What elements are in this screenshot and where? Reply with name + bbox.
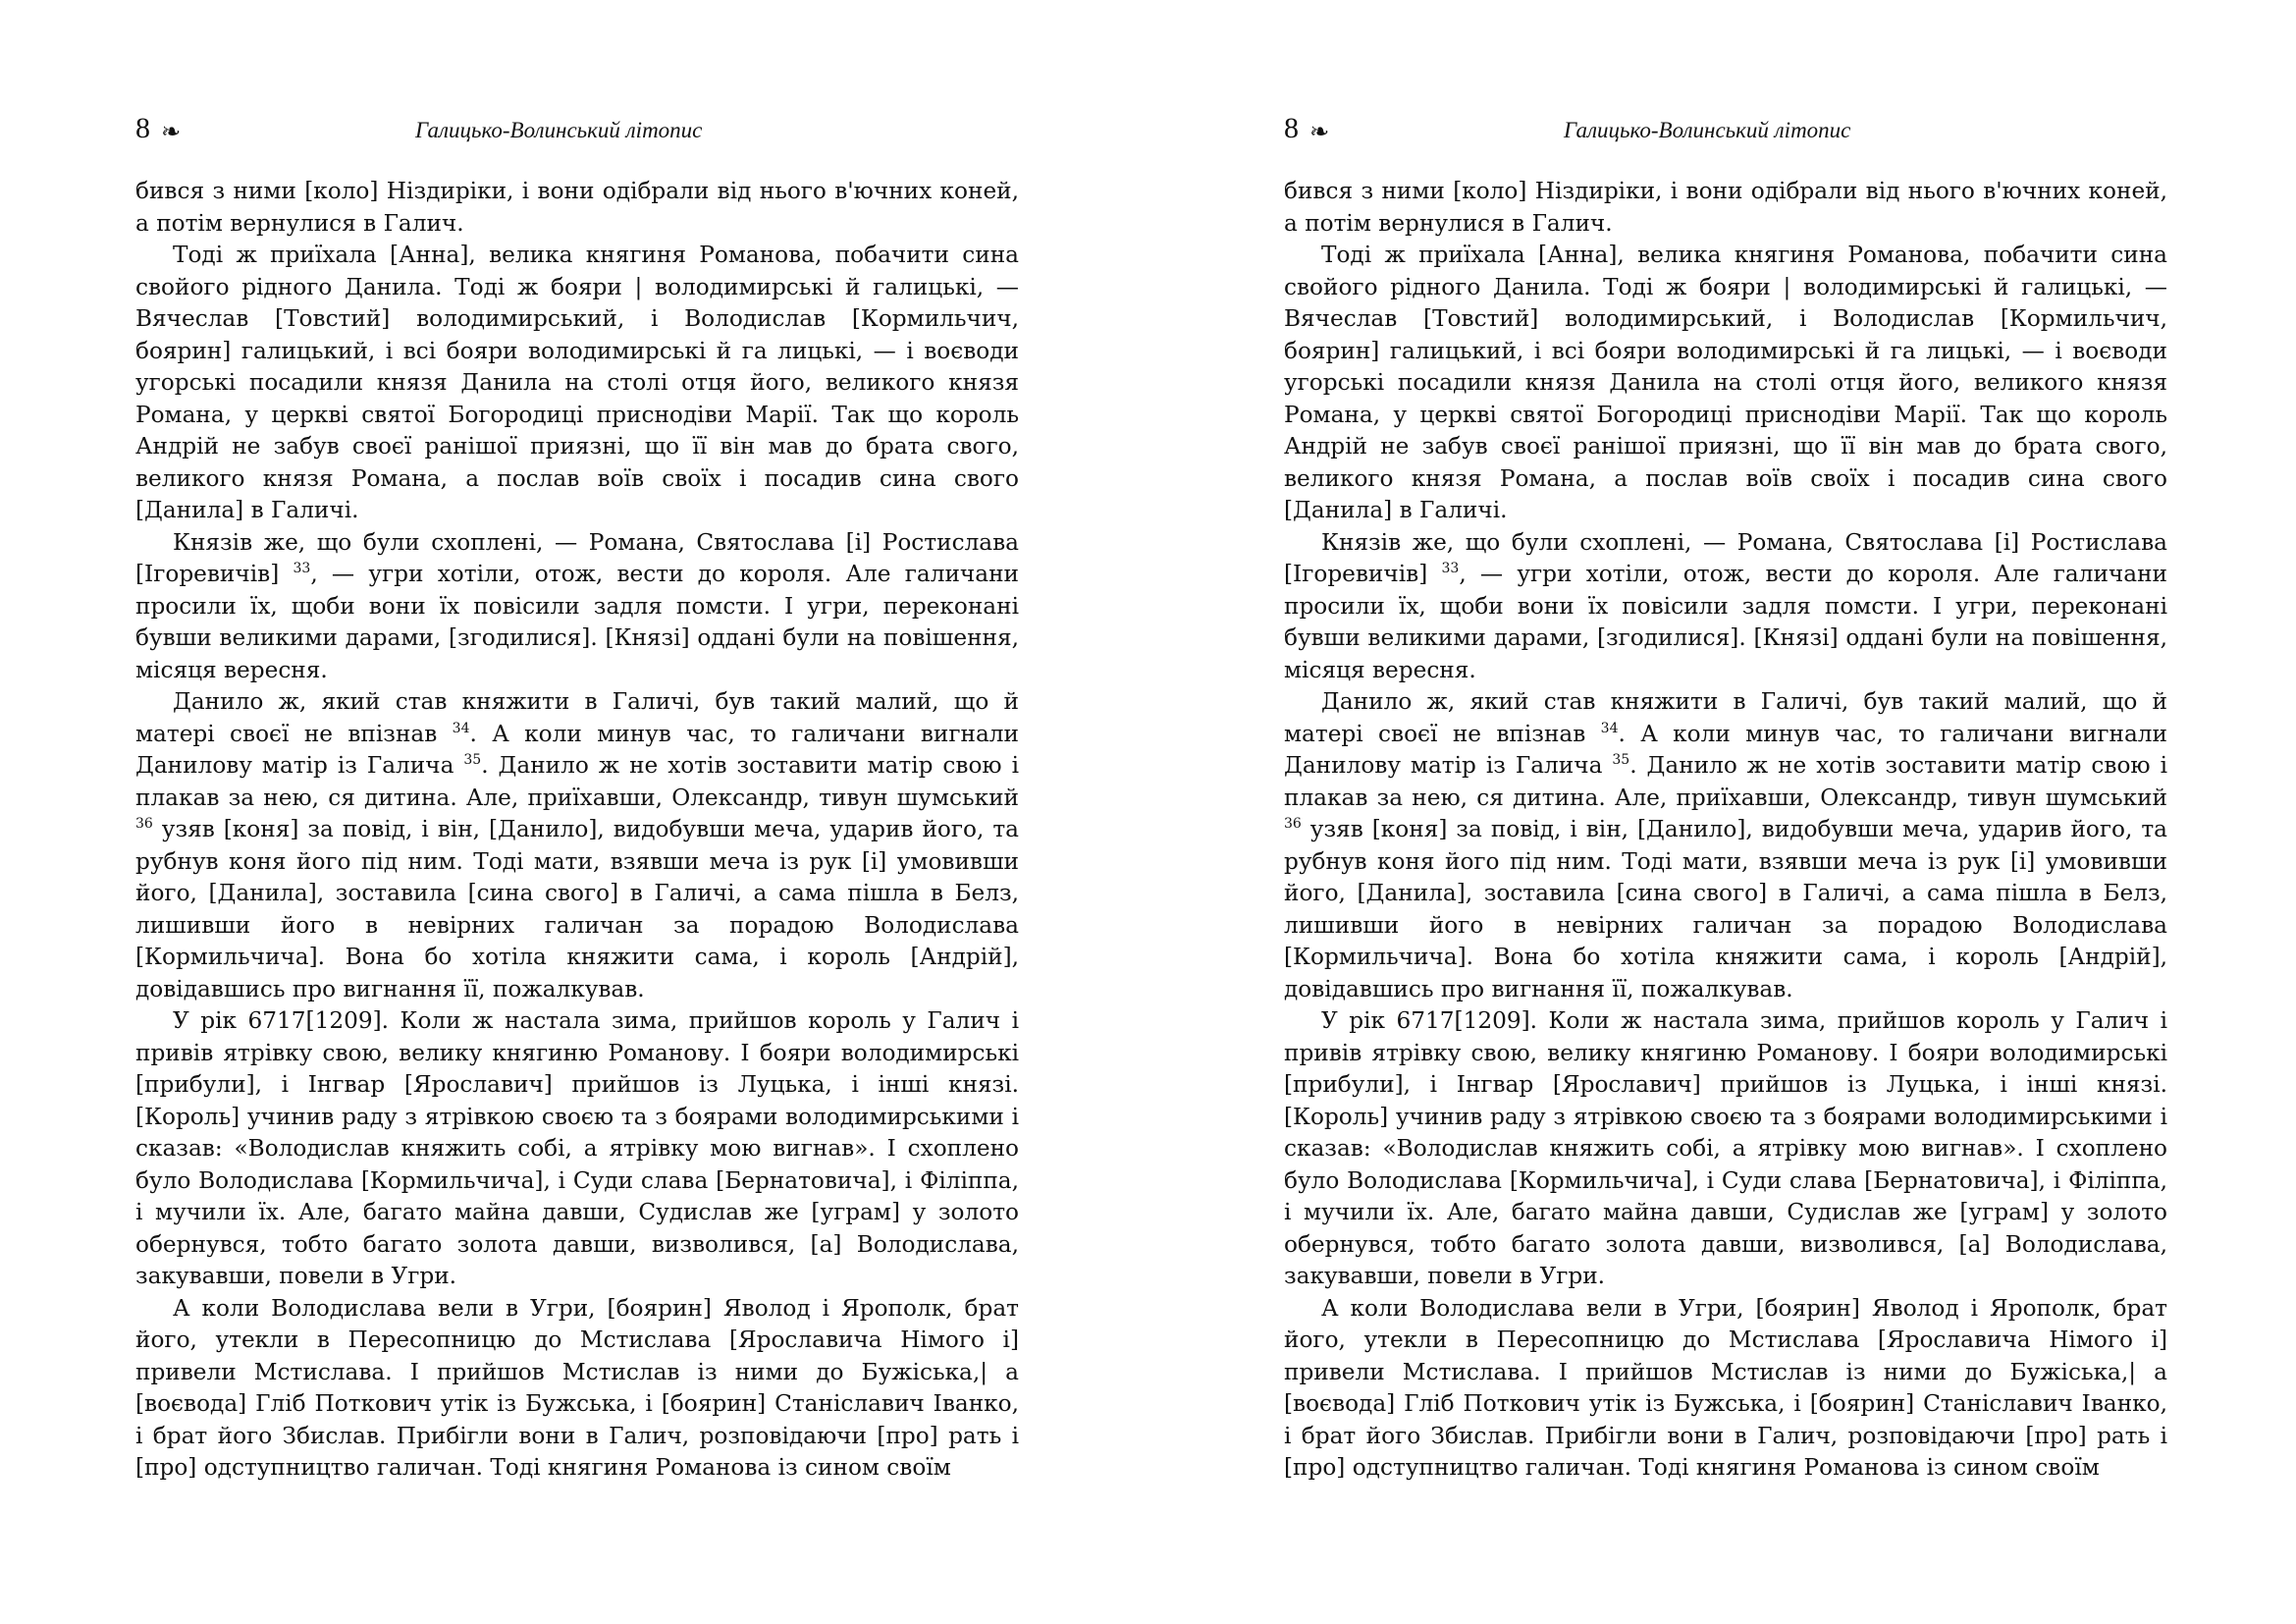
paragraph xyxy=(135,527,1019,687)
paragraph-text: У рік 6717[1209]. Коли ж настала зима, прийшов король у Галич і привів ятрівку свою, велику княгиню Романову. І бояри володимирські [прибули], і Інгвар [Ярославич] прийшов із Луцька, і інші князі. [Король] учинив раду з ятрівкою своєю та з боярами володимирськими і сказав: «Володислав княжить собі, а ятрівку мою вигнав». І схоплено було Володислава [Кормильчича], і Суди слава [Бернатовича], і Філіппа, і мучили їх. Але, багато майна давши, Судислав же [уграм] у золото обернувся, тобто багато золота давши, визволився, [а] Володислава, закувавши, повели в Угри. xyxy=(1284,1007,2167,1289)
page-number: 8 xyxy=(1284,112,1299,144)
paragraph-text: Тоді ж приїхала [Анна], велика княгиня Романова, побачити сина свойого рідного Данила. Тоді ж бояри | володимирські й галицькі, — Вячеслав [Товстий] володимирський, і Володислав [Кормильчич, боярин] галицький, і всі бояри володимирські й га лицькі, — і воєводи угорські посадили князя Данила на столі отця його, великого князя Романа, у церкві святої Богородиці приснодіви Марії. Так що король Андрій не забув своєї ранішої приязні, що її він мав до брата свого, великого князя Романа, а послав воїв своїх і посадив сина свого [Данила] в Галичі. xyxy=(1284,242,2167,523)
paragraph-text: Князів же, що були схоплені, — Романа, Святослава [і] Ростислава [Ігоревичів] xyxy=(135,528,1019,587)
paragraph xyxy=(1284,240,2167,527)
footnote-ref: 34 xyxy=(1600,720,1619,736)
paragraph-text: . А коли минув час, то галичани вигнали Данилову матір із Галича xyxy=(135,720,1019,779)
footnote-ref: 34 xyxy=(452,720,470,736)
footnote-ref: 36 xyxy=(1284,816,1302,832)
paragraph xyxy=(135,1293,1019,1485)
paragraph xyxy=(1284,1005,2167,1293)
running-title: Галицько-Волинський літопис xyxy=(415,118,703,142)
footnote-ref: 36 xyxy=(135,816,153,832)
paragraph-text: . А коли минув час, то галичани вигнали Данилову матір із Галича xyxy=(1284,720,2167,779)
footnote-ref: 35 xyxy=(1612,752,1630,768)
paragraph xyxy=(1284,527,2167,687)
footnote-ref: 33 xyxy=(293,561,311,576)
ornament-icon: ❧ xyxy=(1309,118,1330,145)
page-header xyxy=(1284,112,2173,147)
paragraph-text: А коли Володислава вели в Угри, [боярин] Яволод і Ярополк, брат його, утекли в Пересопницю до Мстислава [Ярославича Німого і] привели Мстислава. І прийшов Мстислав із ними до Бужіська,| а [воєвода] Гліб Поткович утік із Бужська, і [боярин] Станіславич Іванко, і брат його Збислав. Прибігли вони в Галич, розповідаючи [про] рать і [про] одступництво галичан. Тоді княгиня Романова із сином своїм xyxy=(135,1294,1019,1481)
ornament-icon: ❧ xyxy=(161,118,182,145)
footnote-ref: 33 xyxy=(1441,561,1460,576)
page-header xyxy=(135,112,1025,147)
paragraph-text: . Данило ж не хотів зоставити матір свою і плакав за нею, ся дитина. Але, приїхавши, Олександр, тивун шумський xyxy=(135,752,1020,811)
paragraph-text: . Данило ж не хотів зоставити матір свою і плакав за нею, ся дитина. Але, приїхавши, Олександр, тивун шумський xyxy=(1284,752,2168,811)
paragraph-text: узяв [коня] за повід, і він, [Данило], видобувши меча, ударив його, та рубнув коня його під ним. Тоді мати, взявши меча із рук [і] умовивши його, [Данила], зоставила [сина свого] в Галичі, а сама пішла в Белз, лишивши його в невірних галичан за порадою Володислава [Кормильчича]. Вона бо хотіла княжити сама, і король [Андрій], довідавшись про вигнання її, пожалкував. xyxy=(135,816,1019,1002)
paragraph xyxy=(1284,1293,2167,1485)
paragraph-text: Тоді ж приїхала [Анна], велика княгиня Романова, побачити сина свойого рідного Данила. Тоді ж бояри | володимирські й галицькі, — Вячеслав [Товстий] володимирський, і Володислав [Кормильчич, боярин] галицький, і всі бояри володимирські й га лицькі, — і воєводи угорські посадили князя Данила на столі отця його, великого князя Романа, у церкві святої Богородиці приснодіви Марії. Так що король Андрій не забув своєї ранішої приязні, що її він мав до брата свого, великого князя Романа, а послав воїв своїх і посадив сина свого [Данила] в Галичі. xyxy=(135,242,1019,523)
paragraph xyxy=(135,686,1019,1005)
paragraph xyxy=(135,176,1019,240)
paragraph-text: Данило ж, який став княжити в Галичі, був такий малий, що й матері своєї не впізнав xyxy=(1284,688,2167,747)
page-body xyxy=(135,176,1019,1485)
paragraph-text: , — угри хотіли, отож, вести до короля. Але галичани просили їх, щоби вони їх повісили задля помсти. І угри, переконані бувши великими дарами, [згодилися]. [Князі] оддані були на повішення, місяця вересня. xyxy=(135,561,1019,683)
right-page xyxy=(1148,0,2296,1624)
paragraph-text: узяв [коня] за повід, і він, [Данило], видобувши меча, ударив його, та рубнув коня його під ним. Тоді мати, взявши меча із рук [і] умовивши його, [Данила], зоставила [сина свого] в Галичі, а сама пішла в Белз, лишивши його в невірних галичан за порадою Володислава [Кормильчича]. Вона бо хотіла княжити сама, і король [Андрій], довідавшись про вигнання її, пожалкував. xyxy=(1284,816,2167,1002)
paragraph xyxy=(1284,686,2167,1005)
page-body xyxy=(1284,176,2167,1485)
paragraph-text: бився з ними [коло] Ніздиріки, і вони одібрали від нього в'ючних коней, а потім вернулися в Галич. xyxy=(1284,178,2167,237)
paragraph xyxy=(135,1005,1019,1293)
paragraph-text: бився з ними [коло] Ніздиріки, і вони одібрали від нього в'ючних коней, а потім вернулися в Галич. xyxy=(135,178,1019,237)
paragraph-text: , — угри хотіли, отож, вести до короля. Але галичани просили їх, щоби вони їх повісили задля помсти. І угри, переконані бувши великими дарами, [згодилися]. [Князі] оддані були на повішення, місяця вересня. xyxy=(1284,561,2167,683)
footnote-ref: 35 xyxy=(463,752,482,768)
running-title: Галицько-Волинський літопис xyxy=(1564,118,1851,142)
page-number: 8 xyxy=(135,112,150,144)
paragraph-text: Князів же, що були схоплені, — Романа, Святослава [і] Ростислава [Ігоревичів] xyxy=(1284,528,2167,587)
paragraph-text: А коли Володислава вели в Угри, [боярин] Яволод і Ярополк, брат його, утекли в Пересопницю до Мстислава [Ярославича Німого і] привели Мстислава. І прийшов Мстислав із ними до Бужіська,| а [воєвода] Гліб Поткович утік із Бужська, і [боярин] Станіславич Іванко, і брат його Збислав. Прибігли вони в Галич, розповідаючи [про] рать і [про] одступництво галичан. Тоді княгиня Романова із сином своїм xyxy=(1284,1294,2167,1481)
paragraph xyxy=(1284,176,2167,240)
paragraph-text: У рік 6717[1209]. Коли ж настала зима, прийшов король у Галич і привів ятрівку свою, велику княгиню Романову. І бояри володимирські [прибули], і Інгвар [Ярославич] прийшов із Луцька, і інші князі. [Король] учинив раду з ятрівкою своєю та з боярами володимирськими і сказав: «Володислав княжить собі, а ятрівку мою вигнав». І схоплено було Володислава [Кормильчича], і Суди слава [Бернатовича], і Філіппа, і мучили їх. Але, багато майна давши, Судислав же [уграм] у золото обернувся, тобто багато золота давши, визволився, [а] Володислава, закувавши, повели в Угри. xyxy=(135,1007,1019,1289)
paragraph xyxy=(135,240,1019,527)
paragraph-text: Данило ж, який став княжити в Галичі, був такий малий, що й матері своєї не впізнав xyxy=(135,688,1019,747)
